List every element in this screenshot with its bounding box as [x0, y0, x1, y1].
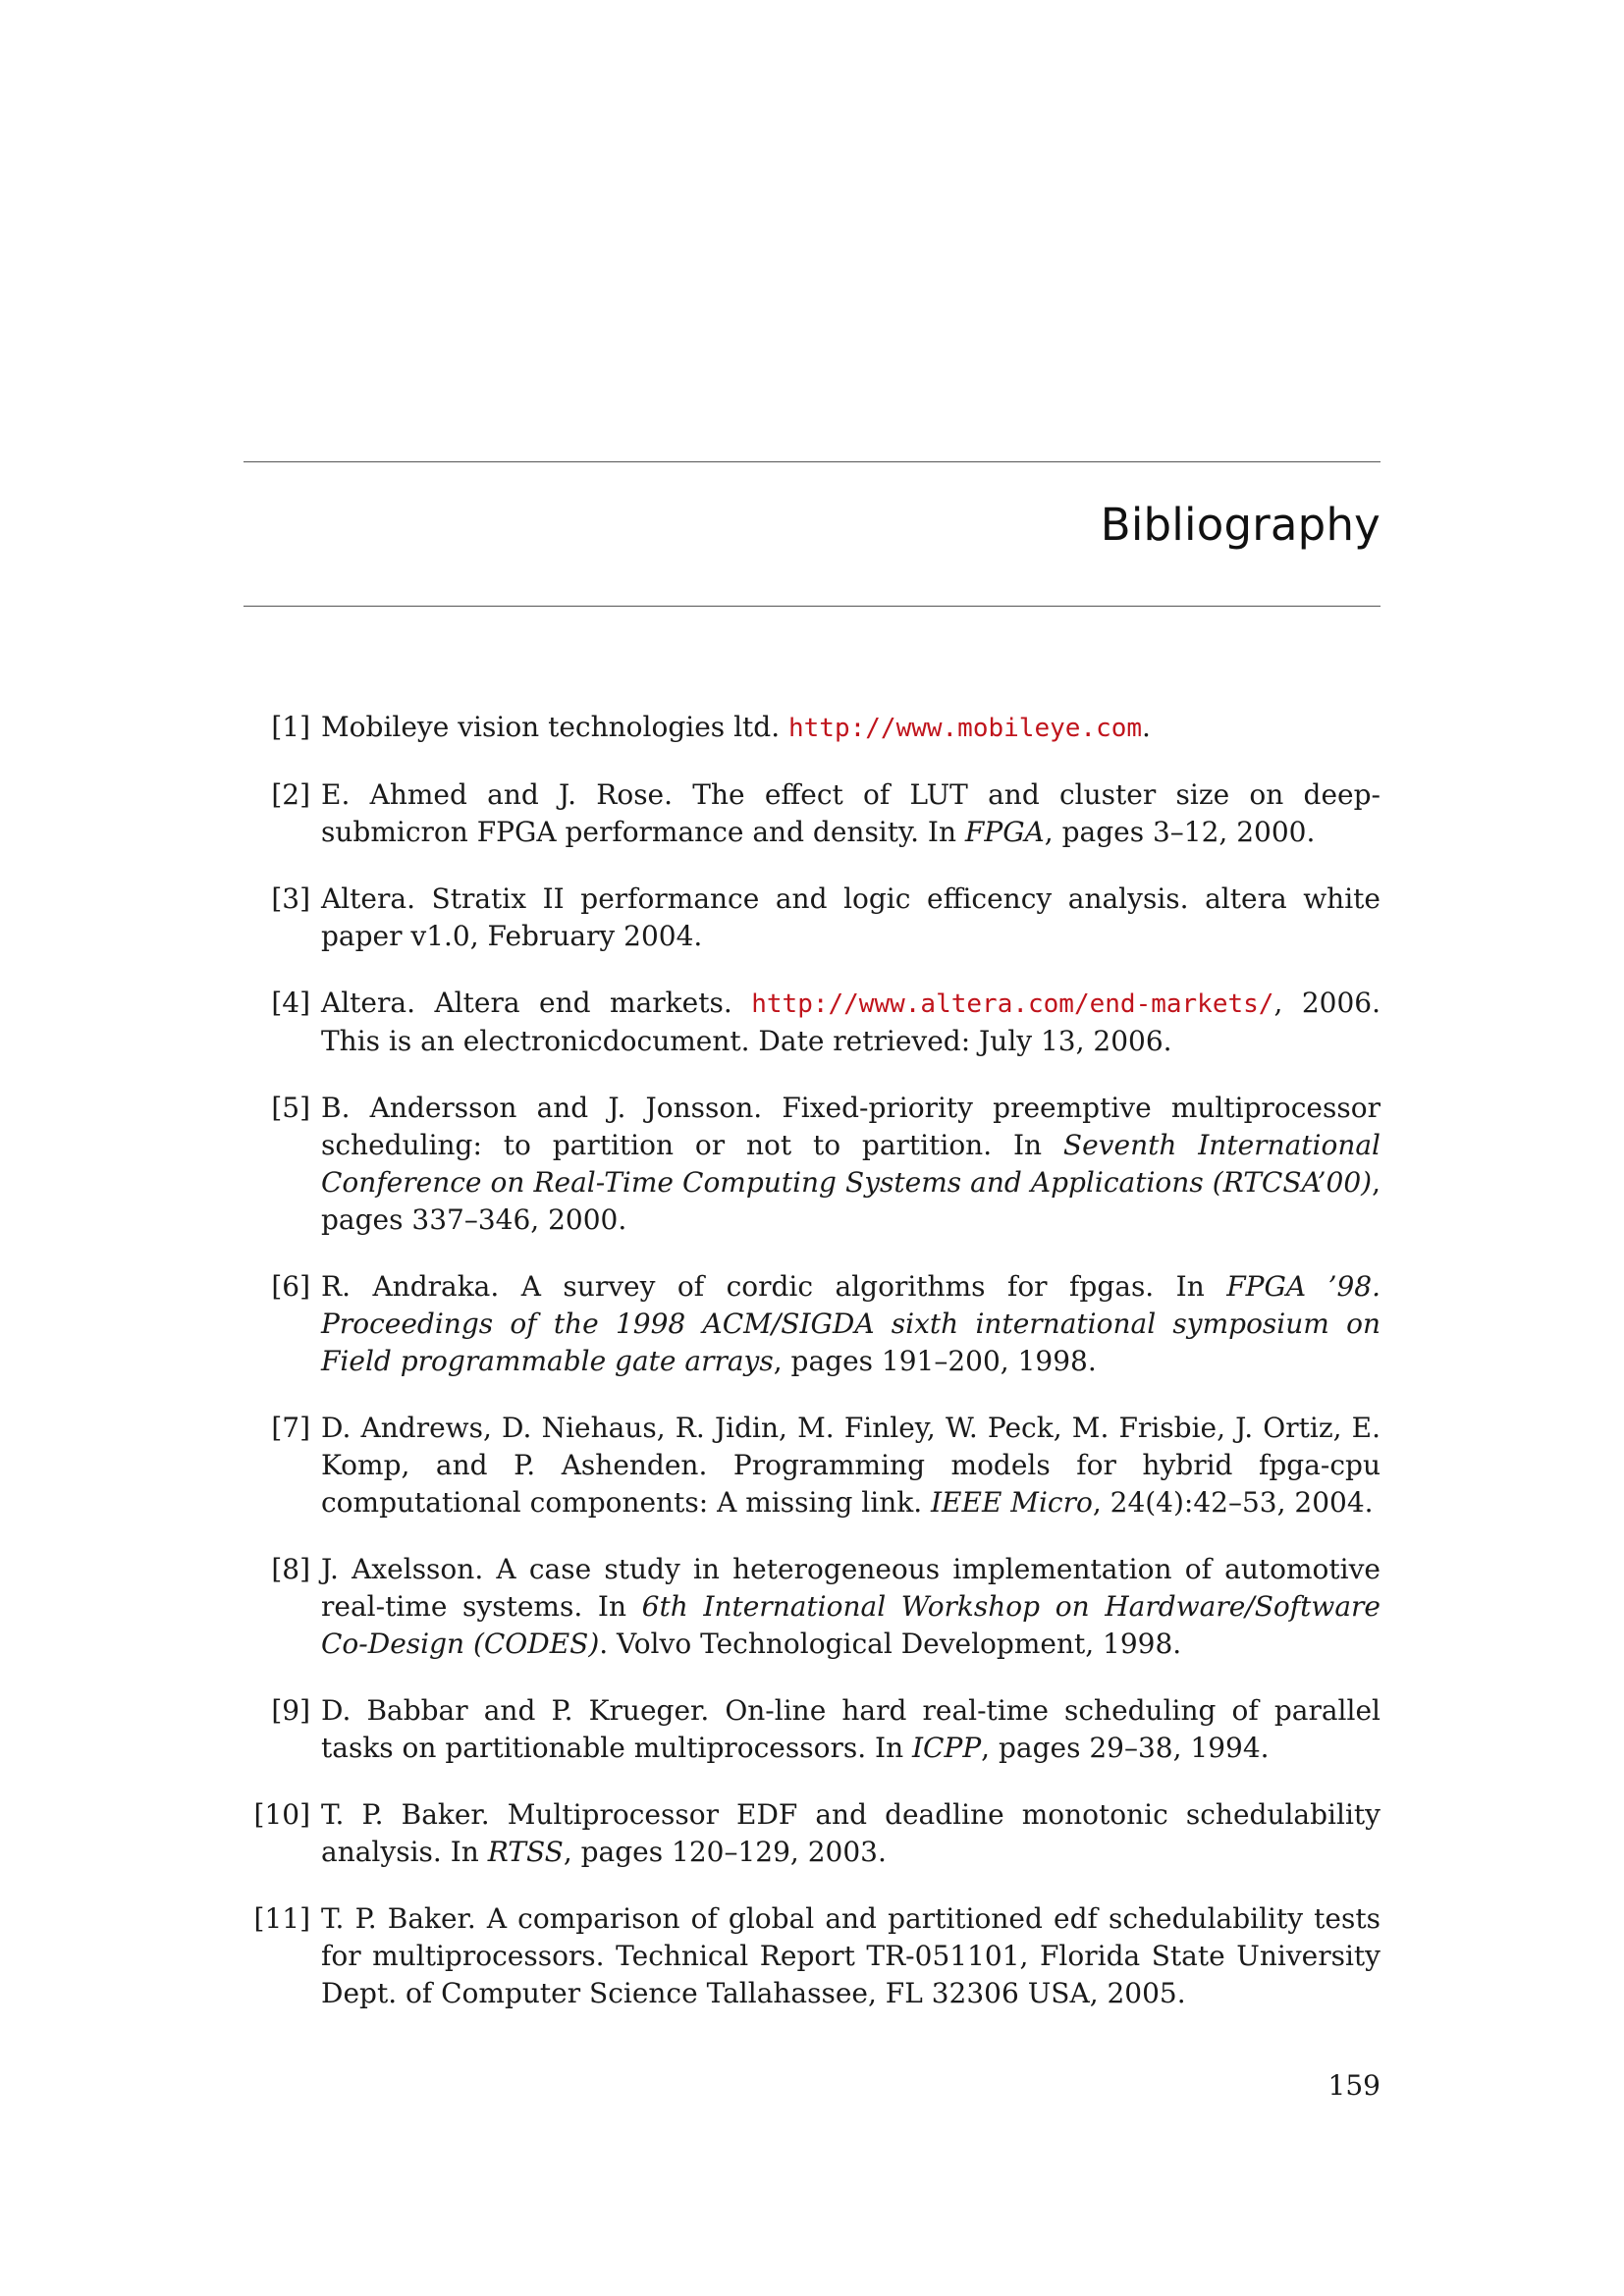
bib-entry-number: [3] — [271, 882, 310, 915]
bib-entry-number: [8] — [271, 1553, 310, 1585]
chapter-bottom-rule — [244, 606, 1380, 607]
bib-entry-venue: IEEE Micro — [931, 1486, 1093, 1519]
bib-entry-number: [1] — [271, 711, 310, 743]
bib-entry-9 — [244, 1692, 1380, 1767]
bib-entry-text: Altera. Altera end markets. — [321, 987, 752, 1019]
bib-entry-6 — [244, 1268, 1380, 1380]
bib-entry-venue: Seventh International Conference on Real-Time Computing Systems and Applications (RTCSA’00) — [321, 1129, 1381, 1199]
bib-entry-7 — [244, 1410, 1380, 1522]
bib-entry-1 — [244, 709, 1380, 747]
bib-entry-number: [2] — [271, 778, 310, 811]
bib-entry-number: [10] — [253, 1798, 310, 1831]
bib-entry-url-link[interactable]: http://www.altera.com/end-markets/ — [751, 989, 1274, 1019]
bib-entry-text: D. Babbar and P. Krueger. On-line hard real-time scheduling of parallel tasks on partitionable multiprocessors. In — [321, 1694, 1380, 1764]
bib-entry-text: T. P. Baker. A comparison of global and partitioned edf schedulability tests for multiprocessors. Technical Report TR-051101, Florida State University Dept. of Computer Science Tallahassee, FL 32306 USA, 2005. — [321, 1902, 1380, 2009]
bib-entry-venue: FPGA — [964, 816, 1045, 848]
bib-entry-text: R. Andraka. A survey of cordic algorithms for fpgas. In — [321, 1270, 1227, 1303]
bib-entry-text-end: , pages 3–12, 2000. — [1044, 816, 1316, 848]
bib-entry-text-end: . — [1142, 711, 1151, 743]
bib-entry-text-end: , pages 191–200, 1998. — [773, 1345, 1097, 1377]
bib-entry-text-end: , 2006. This is an electronicdocument. Date retrieved: July 13, 2006. — [321, 987, 1380, 1057]
bib-entry-number: [9] — [271, 1694, 310, 1727]
bib-entry-4 — [244, 985, 1380, 1060]
bib-entry-text: Mobileye vision technologies ltd. — [321, 711, 788, 743]
bib-entry-number: [6] — [271, 1270, 310, 1303]
bib-entry-text: E. Ahmed and J. Rose. The effect of LUT and cluster size on deep-submicron FPGA performance and density. In — [321, 778, 1380, 848]
bib-entry-venue: FPGA ’98. Proceedings of the 1998 ACM/SIGDA sixth international symposium on Field programmable gate arrays — [321, 1270, 1381, 1377]
chapter-title: Bibliography — [1100, 499, 1380, 551]
bib-entry-5 — [244, 1090, 1380, 1239]
bib-entry-number: [7] — [271, 1412, 310, 1444]
bib-entry-text: B. Andersson and J. Jonsson. Fixed-priority preemptive multiprocessor scheduling: to partition or not to partition. In — [321, 1092, 1380, 1161]
bib-entry-text-end: , pages 337–346, 2000. — [321, 1166, 1380, 1236]
bib-entry-11 — [244, 1900, 1380, 2012]
bib-entry-2 — [244, 776, 1380, 851]
bib-entry-text: T. P. Baker. Multiprocessor EDF and deadline monotonic schedulability analysis. In — [321, 1798, 1380, 1868]
chapter-top-rule — [244, 461, 1380, 462]
bib-entry-8 — [244, 1551, 1380, 1663]
bib-entry-url-link[interactable]: http://www.mobileye.com — [788, 714, 1143, 743]
bib-entry-text: J. Axelsson. A case study in heterogeneous implementation of automotive real-time systems. In — [321, 1553, 1380, 1623]
bib-entry-venue: ICPP — [912, 1732, 982, 1764]
bib-entry-venue: 6th International Workshop on Hardware/Software Co-Design (CODES) — [321, 1590, 1381, 1660]
page-number: 159 — [1327, 2069, 1380, 2102]
bib-entry-number: [5] — [271, 1092, 310, 1124]
bib-entry-3 — [244, 881, 1380, 955]
bib-entry-venue: RTSS — [487, 1836, 564, 1868]
bib-entry-number: [4] — [271, 987, 310, 1019]
bib-entry-number: [11] — [253, 1902, 310, 1935]
bib-entry-text-end: , 24(4):42–53, 2004. — [1092, 1486, 1374, 1519]
bib-entry-text: Altera. Stratix II performance and logic efficency analysis. altera white paper v1.0, February 2004. — [321, 882, 1380, 952]
bib-entry-text: D. Andrews, D. Niehaus, R. Jidin, M. Finley, W. Peck, M. Frisbie, J. Ortiz, E. Komp, and P. Ashenden. Programming models for hybrid fpga-cpu computational components: A missing link. — [321, 1412, 1380, 1519]
bib-entry-10 — [244, 1796, 1380, 1871]
bib-entry-text-end: , pages 29–38, 1994. — [981, 1732, 1270, 1764]
bib-entry-text-end: , pages 120–129, 2003. — [563, 1836, 887, 1868]
bib-entry-text-end: . Volvo Technological Development, 1998. — [599, 1628, 1182, 1660]
bibliography-list — [244, 709, 1380, 2042]
